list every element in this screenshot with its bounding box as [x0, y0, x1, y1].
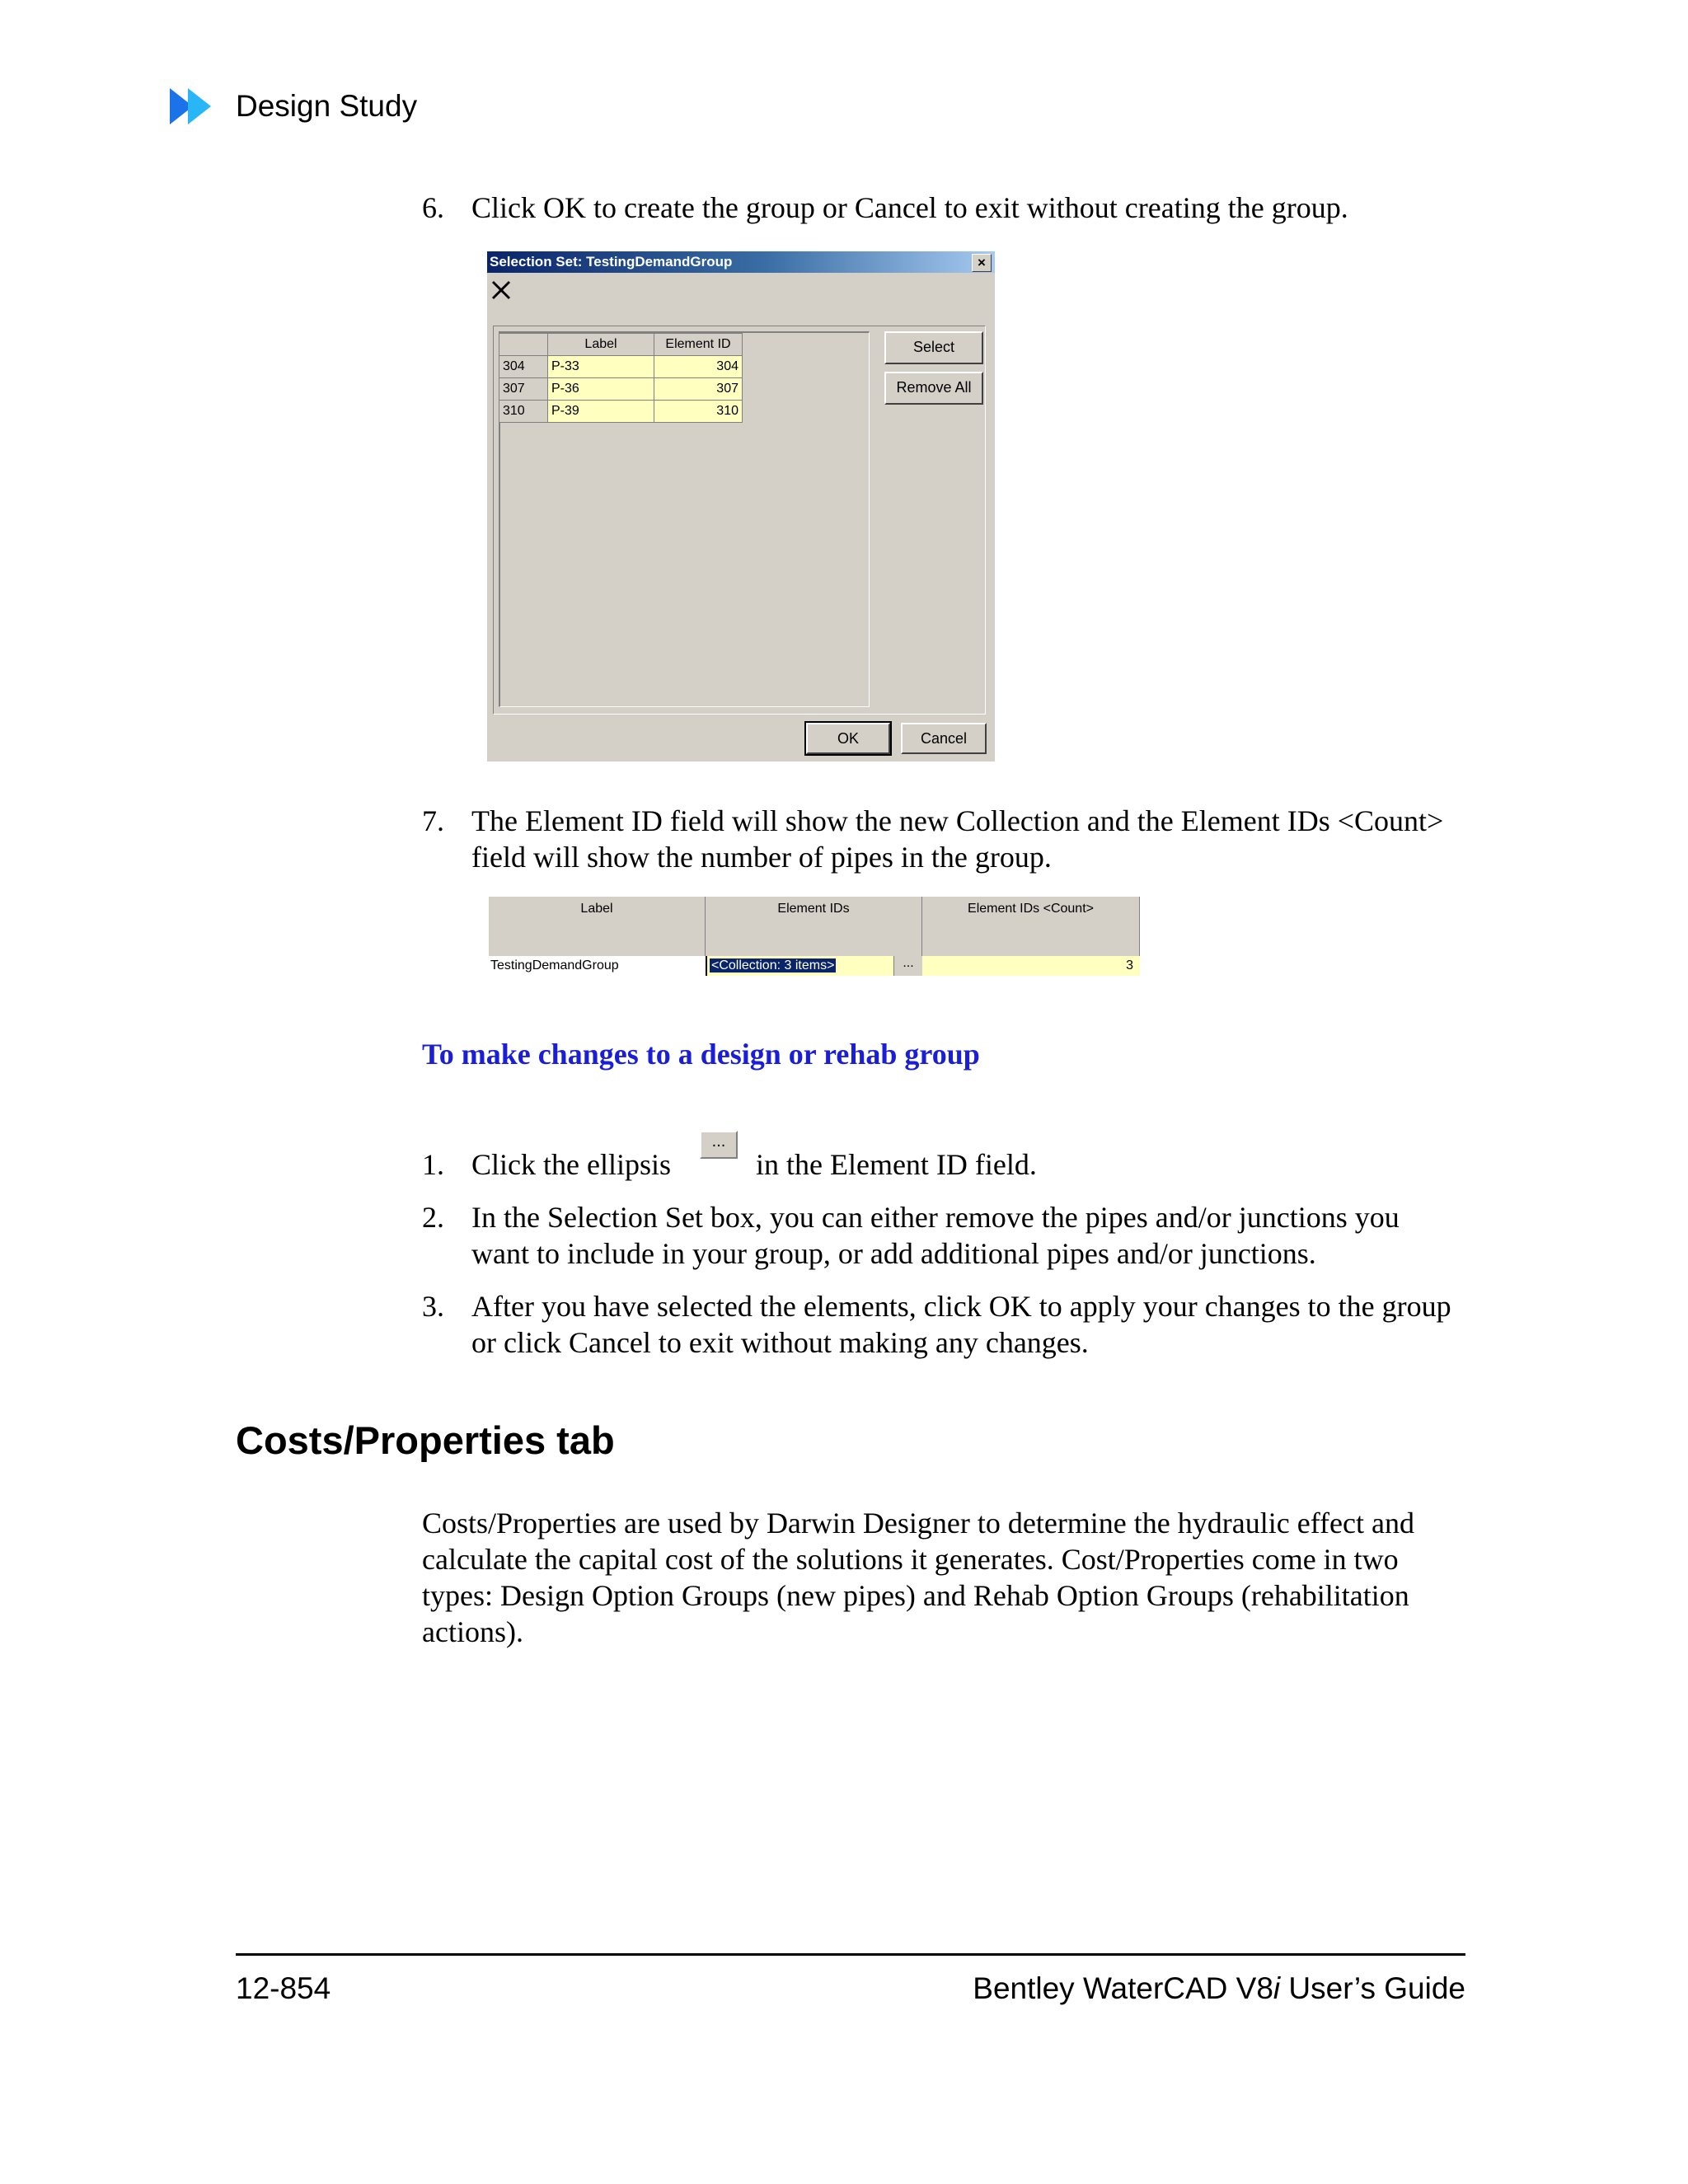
collection-value: <Collection: 3 items> [711, 958, 835, 972]
selection-set-dialog [487, 251, 995, 762]
dialog-title: Selection Set: TestingDemandGroup [490, 254, 733, 269]
section-paragraph [422, 1505, 1493, 1650]
step-text: Click the ellipsis [471, 1148, 671, 1181]
col-header-element-ids-count[interactable]: Element IDs <Count> [922, 897, 1140, 956]
row-header[interactable]: 307 [499, 378, 548, 401]
select-button[interactable]: Select [884, 331, 983, 364]
table-row[interactable] [499, 378, 743, 401]
cell-count[interactable]: 3 [922, 956, 1140, 976]
guide-title [973, 1971, 1465, 2006]
step-number: 1. [422, 1148, 444, 1181]
paragraph-line: Costs/Properties are used by Darwin Designer to determine the hydraulic effect and [422, 1507, 1414, 1540]
remove-x-icon[interactable] [490, 279, 512, 301]
close-icon[interactable]: × [972, 254, 992, 272]
grid-header-row [499, 334, 743, 356]
row-header[interactable]: 304 [499, 356, 548, 378]
col-header-label[interactable]: Label [548, 334, 654, 356]
procedure-heading: To make changes to a design or rehab group [422, 1038, 980, 1071]
step-text-line: want to include in your group, or add additional pipes and/or junctions. [471, 1237, 1316, 1270]
selection-grid [499, 333, 743, 423]
step-text-line: The Element ID field will show the new Collection and the Element IDs <Count> [471, 804, 1444, 837]
section-heading: Costs/Properties tab [236, 1418, 615, 1462]
guide-title-italic: i [1273, 1971, 1281, 2005]
cell-element-id[interactable]: 310 [654, 401, 743, 423]
ellipsis-icon: ... [700, 1131, 738, 1159]
step-text-line: field will show the number of pipes in the group. [471, 841, 1052, 874]
cell-label[interactable]: TestingDemandGroup [490, 958, 619, 972]
col-header-element-id[interactable]: Element ID [654, 334, 743, 356]
col-header-label[interactable]: Label [489, 897, 706, 956]
cell-element-id[interactable]: 307 [654, 378, 743, 401]
dialog-title-bar [487, 251, 995, 273]
remove-all-button[interactable]: Remove All [884, 372, 983, 405]
cell-element-id[interactable]: 304 [654, 356, 743, 378]
cell-element-ids[interactable] [706, 956, 922, 976]
cell-label[interactable]: P-39 [548, 401, 654, 423]
paragraph-line: types: Design Option Groups (new pipes) and Rehab Option Groups (rehabilitation [422, 1579, 1409, 1612]
step-2 [422, 1199, 1576, 1273]
step-number: 7. [422, 804, 444, 837]
row-header[interactable]: 310 [499, 401, 548, 423]
step-3 [422, 1288, 1576, 1362]
paragraph-line: calculate the capital cost of the solutions it generates. Cost/Properties come in two [422, 1543, 1399, 1576]
step-text-line: or click Cancel to exit without making any changes. [471, 1326, 1089, 1359]
footer-rule [236, 1953, 1465, 1956]
ok-button[interactable]: OK [806, 723, 890, 754]
page-number: 12-854 [236, 1971, 331, 2005]
guide-title-prefix: Bentley WaterCAD V8 [973, 1971, 1273, 2005]
step-text-line: In the Selection Set box, you can either remove the pipes and/or junctions you [471, 1201, 1400, 1234]
step-text-line: After you have selected the elements, click OK to apply your changes to the group [471, 1290, 1451, 1323]
step-text: in the Element ID field. [756, 1148, 1037, 1181]
paragraph-line: actions). [422, 1615, 523, 1648]
step-number: 3. [422, 1290, 444, 1323]
step-number: 6. [422, 191, 444, 224]
cell-label[interactable]: P-36 [548, 378, 654, 401]
element-grid-strip [489, 897, 1140, 976]
step-number: 2. [422, 1201, 444, 1234]
col-header-element-ids[interactable]: Element IDs [706, 897, 922, 956]
table-row[interactable] [499, 401, 743, 423]
guide-title-suffix: User’s Guide [1280, 1971, 1465, 2005]
step-7 [422, 803, 1493, 877]
grid-corner [499, 334, 548, 356]
table-row[interactable] [499, 356, 743, 378]
section-title: Design Study [236, 89, 418, 123]
ellipsis-button[interactable]: ... [893, 956, 922, 976]
double-chevron-icon [170, 88, 221, 124]
cancel-button[interactable]: Cancel [901, 723, 987, 754]
step-text: Click OK to create the group or Cancel to exit without creating the group. [471, 191, 1348, 224]
cell-label[interactable]: P-33 [548, 356, 654, 378]
step-1 [422, 1146, 1576, 1188]
